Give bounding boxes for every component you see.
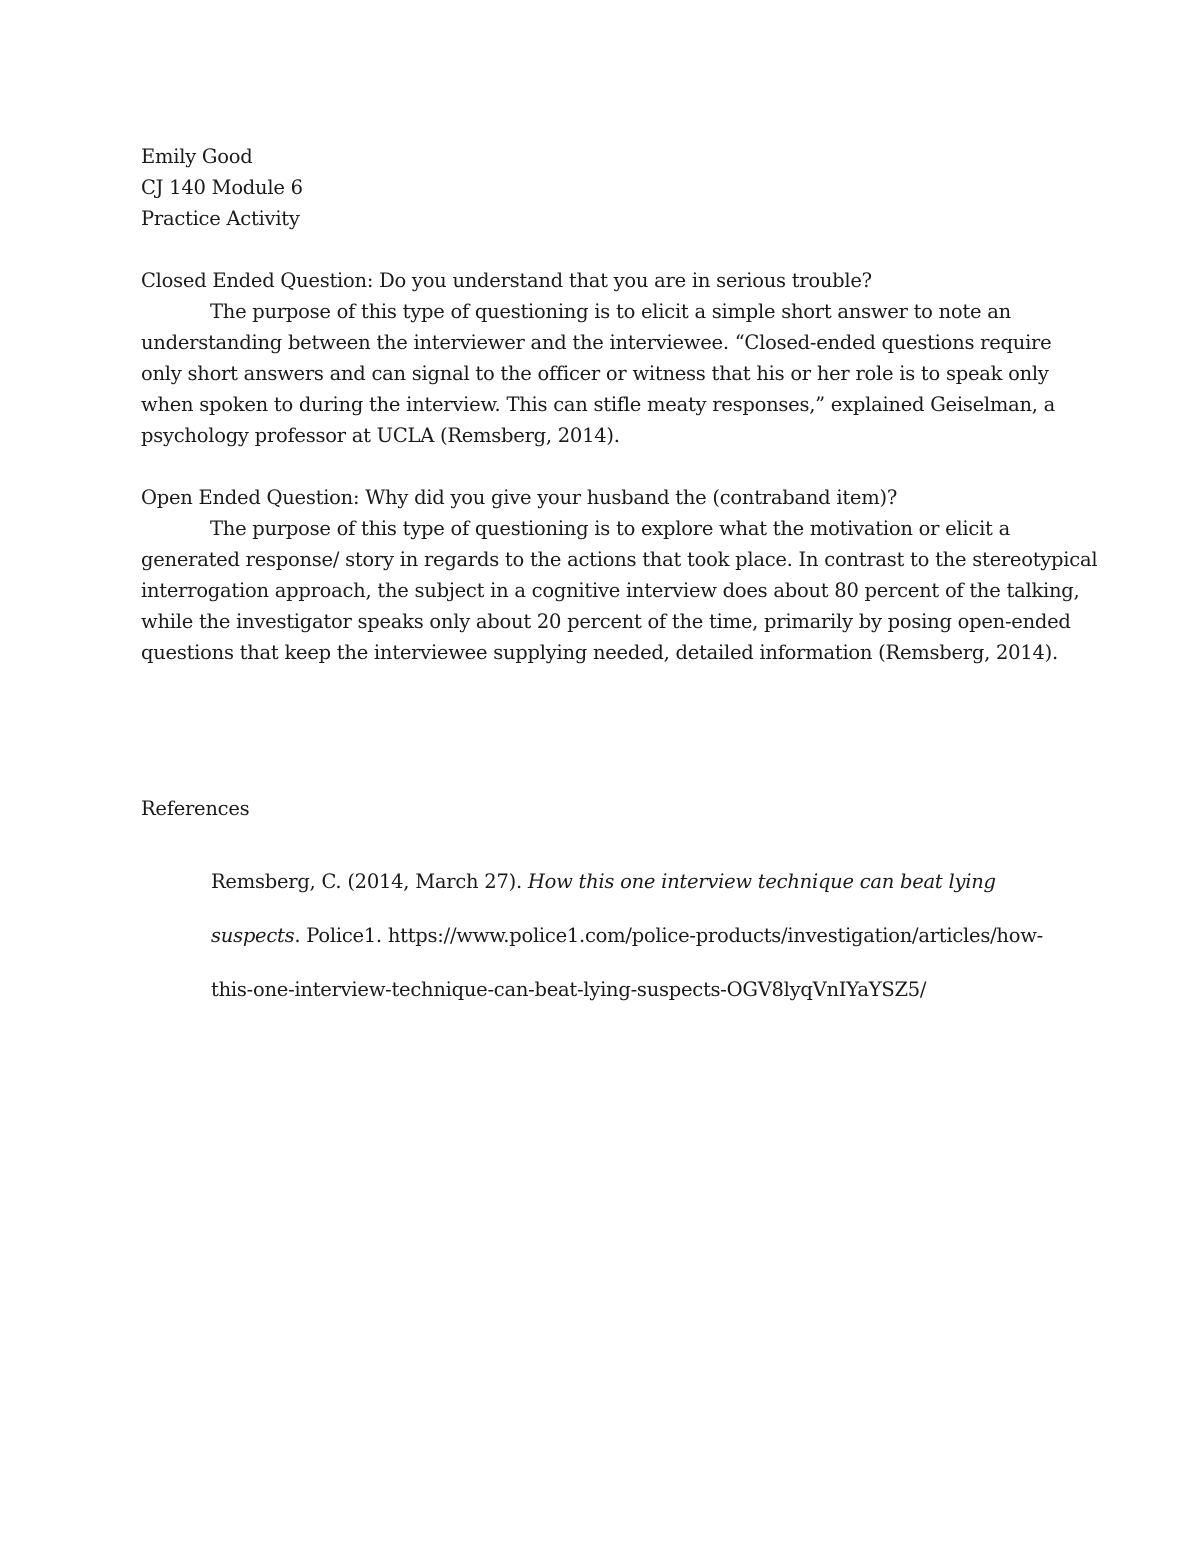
closed-paragraph-line: understanding between the interviewer and the interviewee. “Closed-ended questions require: [141, 331, 1052, 354]
closed-question: Closed Ended Question: Do you understand that you are in serious trouble?: [141, 269, 872, 292]
closed-paragraph-line: only short answers and can signal to the officer or witness that his or her role is to speak only: [141, 362, 1049, 385]
reference-title: How this one interview technique can beat lying: [527, 870, 996, 893]
spacer: [141, 234, 1081, 265]
closed-paragraph-line: psychology professor at UCLA (Remsberg, 2014).: [141, 424, 620, 447]
reference-title-end: suspects: [211, 924, 295, 947]
assignment-title: Practice Activity: [141, 207, 300, 230]
open-paragraph-line: while the investigator speaks only about 20 percent of the time, primarily by posing open-ended: [141, 610, 1071, 633]
reference-url-end: this-one-interview-technique-can-beat-lying-suspects-OGV8lyqVnIYaYSZ5/: [211, 978, 927, 1001]
document-body: [141, 141, 1098, 668]
open-question: Open Ended Question: Why did you give your husband the (contraband item)?: [141, 486, 898, 509]
closed-paragraph-line: when spoken to during the interview. This can stifle meaty responses,” explained Geiselman, a: [141, 393, 1056, 416]
author-name: Emily Good: [141, 145, 253, 168]
reference-entry: [211, 855, 1111, 1017]
spacer: [141, 451, 1081, 482]
references-heading: References: [141, 797, 250, 820]
reference-line: [211, 855, 1111, 909]
reference-author-date: Remsberg, C. (2014, March 27).: [211, 870, 528, 893]
open-paragraph-line: interrogation approach, the subject in a cognitive interview does about 80 percent of the talking,: [141, 579, 1080, 602]
reference-url-start: . Police1. https://www.police1.com/police-products/investigation/articles/how-: [294, 924, 1043, 947]
reference-line: [211, 909, 1111, 963]
course-title: CJ 140 Module 6: [141, 176, 303, 199]
open-paragraph-line: questions that keep the interviewee supplying needed, detailed information (Remsberg, 2014).: [141, 641, 1058, 664]
open-paragraph-line: The purpose of this type of questioning is to explore what the motivation or elicit a: [210, 517, 1010, 540]
open-paragraph-line: generated response/ story in regards to the actions that took place. In contrast to the stereotypical: [141, 548, 1098, 571]
closed-paragraph-line: The purpose of this type of questioning is to elicit a simple short answer to note an: [210, 300, 1011, 323]
